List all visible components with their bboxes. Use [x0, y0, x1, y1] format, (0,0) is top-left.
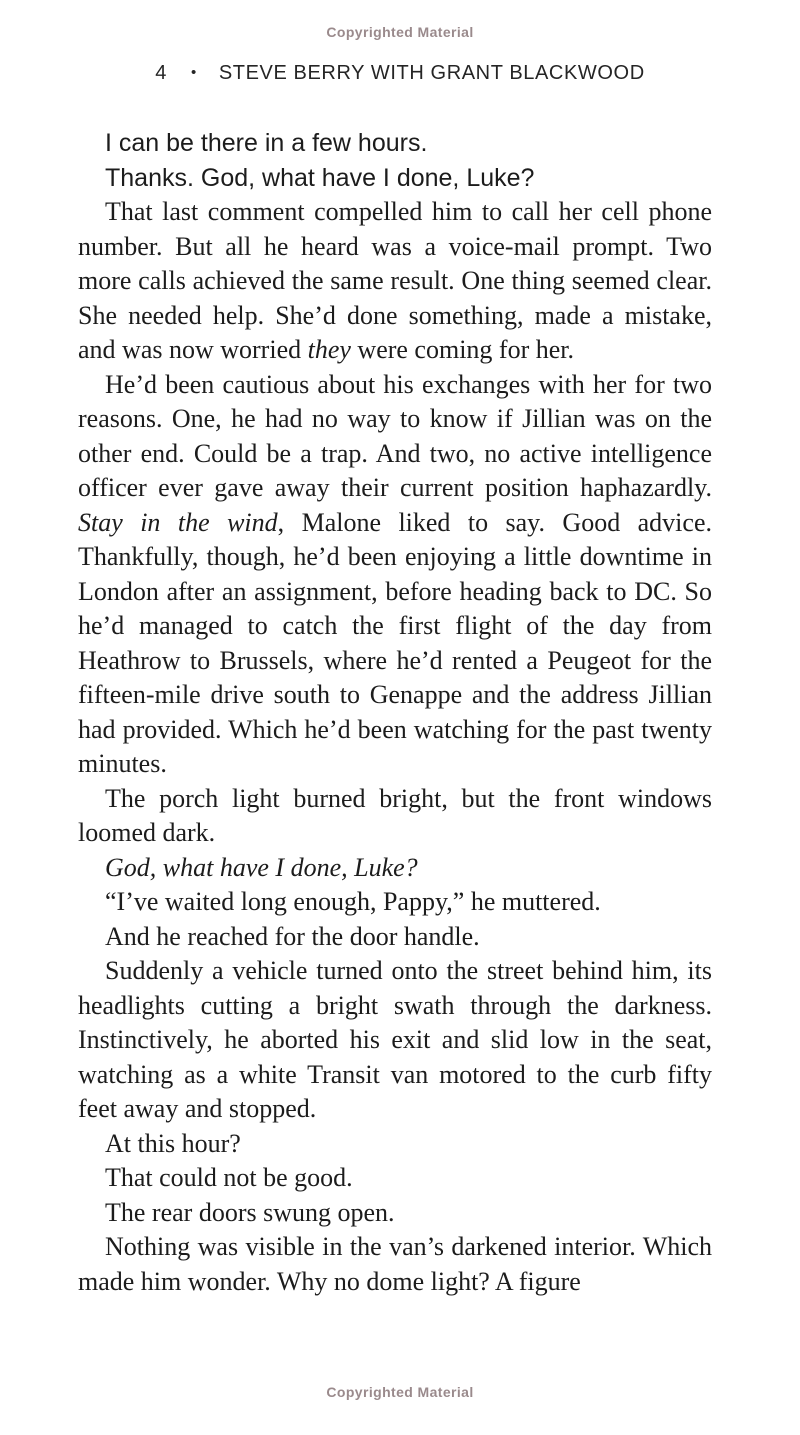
copyright-notice-bottom: Copyrighted Material [326, 1384, 474, 1400]
paragraph [78, 1196, 712, 1231]
running-title: STEVE BERRY WITH GRANT BLACKWOOD [218, 62, 645, 84]
paragraph [78, 885, 712, 920]
paragraph [78, 195, 712, 368]
bullet-separator-icon: • [190, 64, 197, 81]
paragraph [78, 920, 712, 955]
message-line [78, 161, 712, 196]
text-segment: The rear doors swung open. [105, 1197, 395, 1227]
text-segment: Suddenly a vehicle turned onto the street behind him, its headlights cutting a bright swath through the darkness. Instinctively, he aborted his exit and slid low in the seat, watching as a white Transit van motored to the curb fifty feet away and stopped. [78, 956, 712, 1123]
page-number: 4 [155, 62, 167, 84]
text-segment: That could not be good. [105, 1163, 353, 1192]
text-segment: He’d been cautious about his exchanges with her for two reasons. One, he had no way to know if Jillian was on the other end. Could be a trap. And two, no active intelligence officer ever gave away their current position haphazardly. [78, 369, 712, 502]
paragraph [78, 782, 712, 851]
running-header [0, 62, 800, 85]
paragraph [78, 954, 712, 1127]
text-segment: were coming for her. [350, 335, 575, 364]
message-line [78, 126, 712, 161]
paragraph [78, 1230, 712, 1299]
text-segment: I can be there in a few hours. [105, 129, 428, 157]
paragraph [78, 1127, 712, 1162]
text-segment: That last comment compelled him to call her cell phone number. But all he heard was a voice-mail prompt. Two more calls achieved the same result. One thing seemed clear. She needed help. She’d done something, made a mistake, and was now worried [78, 197, 712, 364]
text-segment: The porch light burned bright, but the front windows loomed dark. [78, 783, 712, 847]
italic-text: they [307, 335, 351, 364]
text-segment: , Malone liked to say. Good advice. Thankfully, though, he’d been enjoying a little downtime in London after an assignment, before heading back to DC. So he’d managed to catch the first flight of the day from Heathrow to Brussels, where he’d rented a Peugeot for the fifteen-mile drive south to Genappe and the address Jillian had provided. Which he’d been watching for the past twenty minutes. [78, 507, 712, 778]
copyright-notice-top: Copyrighted Material [326, 24, 474, 40]
italic-text: Stay in the wind [78, 507, 278, 537]
text-segment: Thanks. God, what have I done, Luke? [105, 163, 535, 192]
italic-text: God, what have I done, Luke? [105, 852, 418, 882]
paragraph [78, 368, 712, 782]
text-segment: And he reached for the door handle. [105, 921, 480, 951]
paragraph [78, 851, 712, 886]
text-segment: “I’ve waited long enough, Pappy,” he muttered. [105, 887, 601, 916]
page-body [78, 126, 712, 1299]
text-segment: Nothing was visible in the van’s darkened interior. Which made him wonder. Why no dome light? A figure [78, 1232, 712, 1296]
text-segment: At this hour? [105, 1128, 241, 1158]
paragraph [78, 1161, 712, 1196]
